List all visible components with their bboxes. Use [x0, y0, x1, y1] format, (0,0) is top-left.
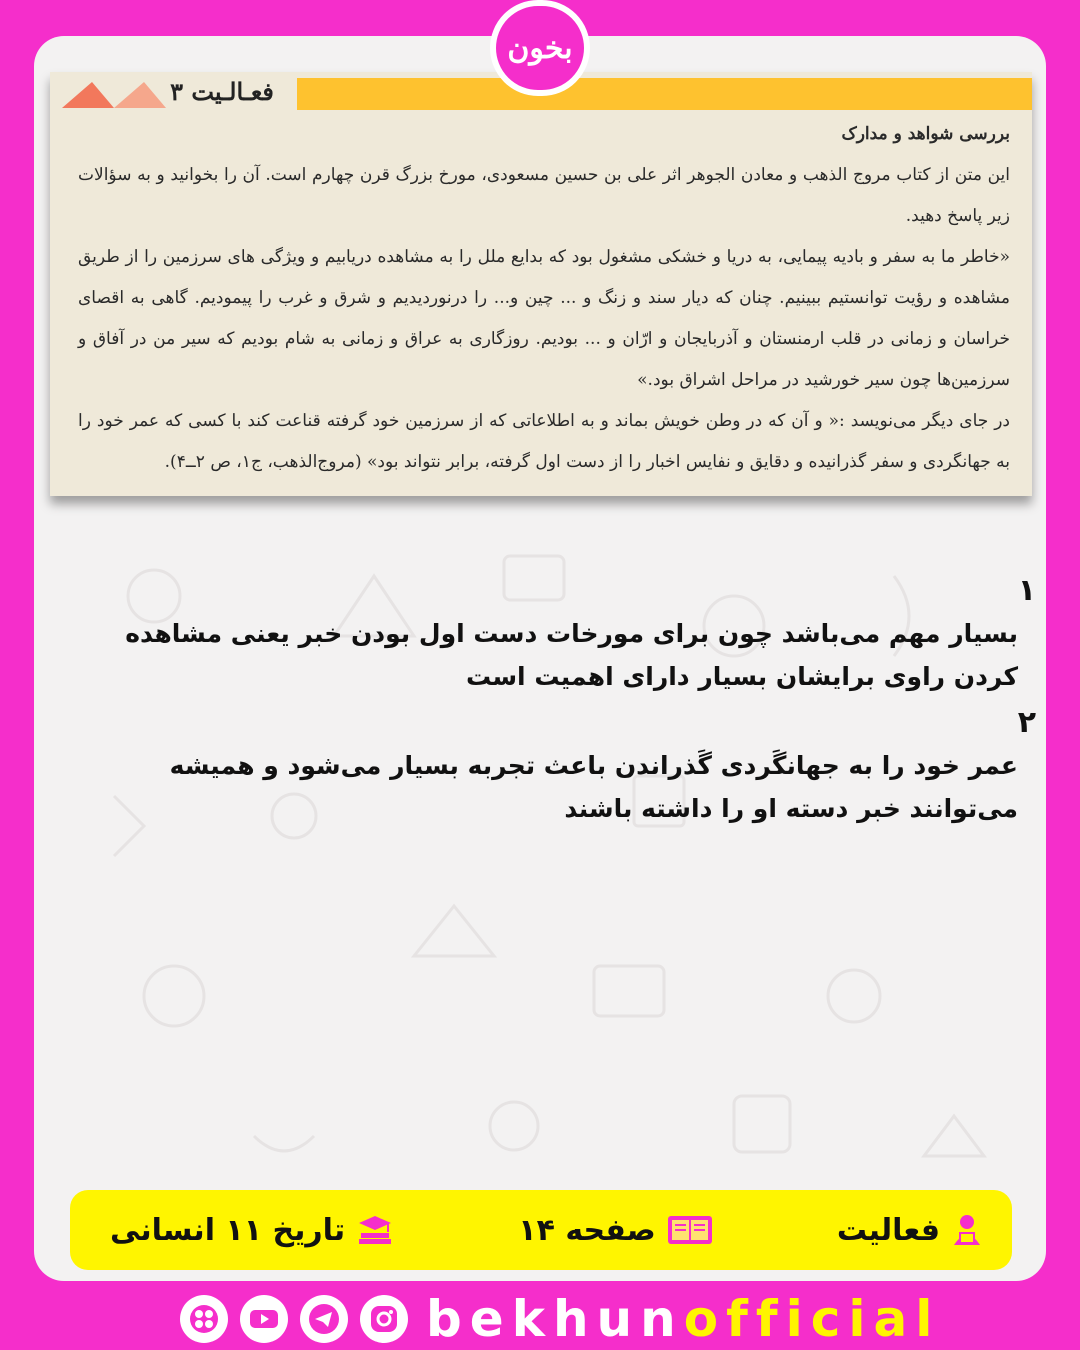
answer-text: عمر خود را به جهانگَردی گَذراندن باعث تجربه بسیار می‌شود و همیشه می‌توانند خبر دسته او را داشته باشند [169, 751, 1018, 823]
teacher-icon [950, 1213, 984, 1247]
header-bar [297, 78, 1032, 110]
brand-part-1: bekhun [426, 1290, 684, 1348]
logo-text: بخون [507, 30, 573, 66]
activity-title: فعـالـیت ۳ [170, 77, 274, 106]
footer-book-label: تاریخ ۱۱ انسانی [110, 1212, 346, 1248]
footer-activity [837, 1213, 984, 1248]
excerpt-subtitle: بررسی شواهد و مدارک [841, 124, 1010, 144]
excerpt-paragraph: در جای دیگر می‌نویسد :« و آن که در وطن خویش بماند و به اطلاعاتی که از سرزمین خود گرفته قناعت کند با کسی که عمر خود را به جهانگردی و سفر گذرانیده و دقایق و نفایس اخبار را از دست اول گرفته، برابر نتواند بود» (مروج‌الذهب، ج۱، ص ۲ــ۴). [78, 411, 1010, 472]
instagram-icon[interactable] [360, 1295, 408, 1343]
social-bar [180, 1292, 940, 1346]
answer-text: بسیار مهم می‌باشد چون برای مورخات دست اول بودن خبر یعنی مشاهده کردن راوی برایشان بسیار دارای اهمیت است [125, 619, 1018, 691]
footer-page [518, 1213, 713, 1248]
info-footer [70, 1190, 1012, 1270]
answer-2 [34, 702, 1046, 830]
open-book-icon [666, 1213, 714, 1247]
answers-section [34, 570, 1046, 830]
footer-book [110, 1213, 395, 1248]
brand-part-2: official [683, 1290, 941, 1348]
answer-number: ۱ [1017, 573, 1036, 608]
decorative-triangles-icon [62, 82, 182, 108]
excerpt-paragraph: «خاطر ما به سفر و بادیه پیمایی، به دریا و خشکی مشغول بود که بدایع ملل را به مشاهده دریابیم و ویژگی های سرزمین را از طریق مشاهده و رؤیت توانستیم ببینیم. چنان که دیار سند و زنگ و ... چین و... را درنوردیدیم و شرق و غرب را پیمودیم. گاهی به اقصای خراسان و زمانی در قلب ارمنستان و آذربایجان و ارّان و ... بودیم. روزگاری به عراق و زمانی به شام بودیم که سیر من در آفاق و سرزمین‌ها چون سیر خورشید در مراحل اشراق بود.» [78, 247, 1010, 390]
youtube-icon[interactable] [240, 1295, 288, 1343]
answer-1 [34, 570, 1046, 698]
telegram-icon[interactable] [300, 1295, 348, 1343]
graduation-books-icon [355, 1213, 395, 1247]
brand-handle[interactable] [426, 1292, 940, 1346]
footer-page-label: صفحه ۱۴ [518, 1212, 656, 1248]
bekhun-logo [490, 0, 590, 96]
excerpt-paragraph: این متن از کتاب مروج الذهب و معادن الجوهر اثر علی بن حسین مسعودی، مورخ بزرگ قرن چهارم است. آن را بخوانید و به سؤالات زیر پاسخ دهید. [78, 165, 1010, 226]
footer-activity-label: فعالیت [836, 1212, 940, 1248]
answer-number: ۲ [1017, 705, 1036, 740]
textbook-excerpt [50, 72, 1032, 496]
aparat-icon[interactable] [180, 1295, 228, 1343]
